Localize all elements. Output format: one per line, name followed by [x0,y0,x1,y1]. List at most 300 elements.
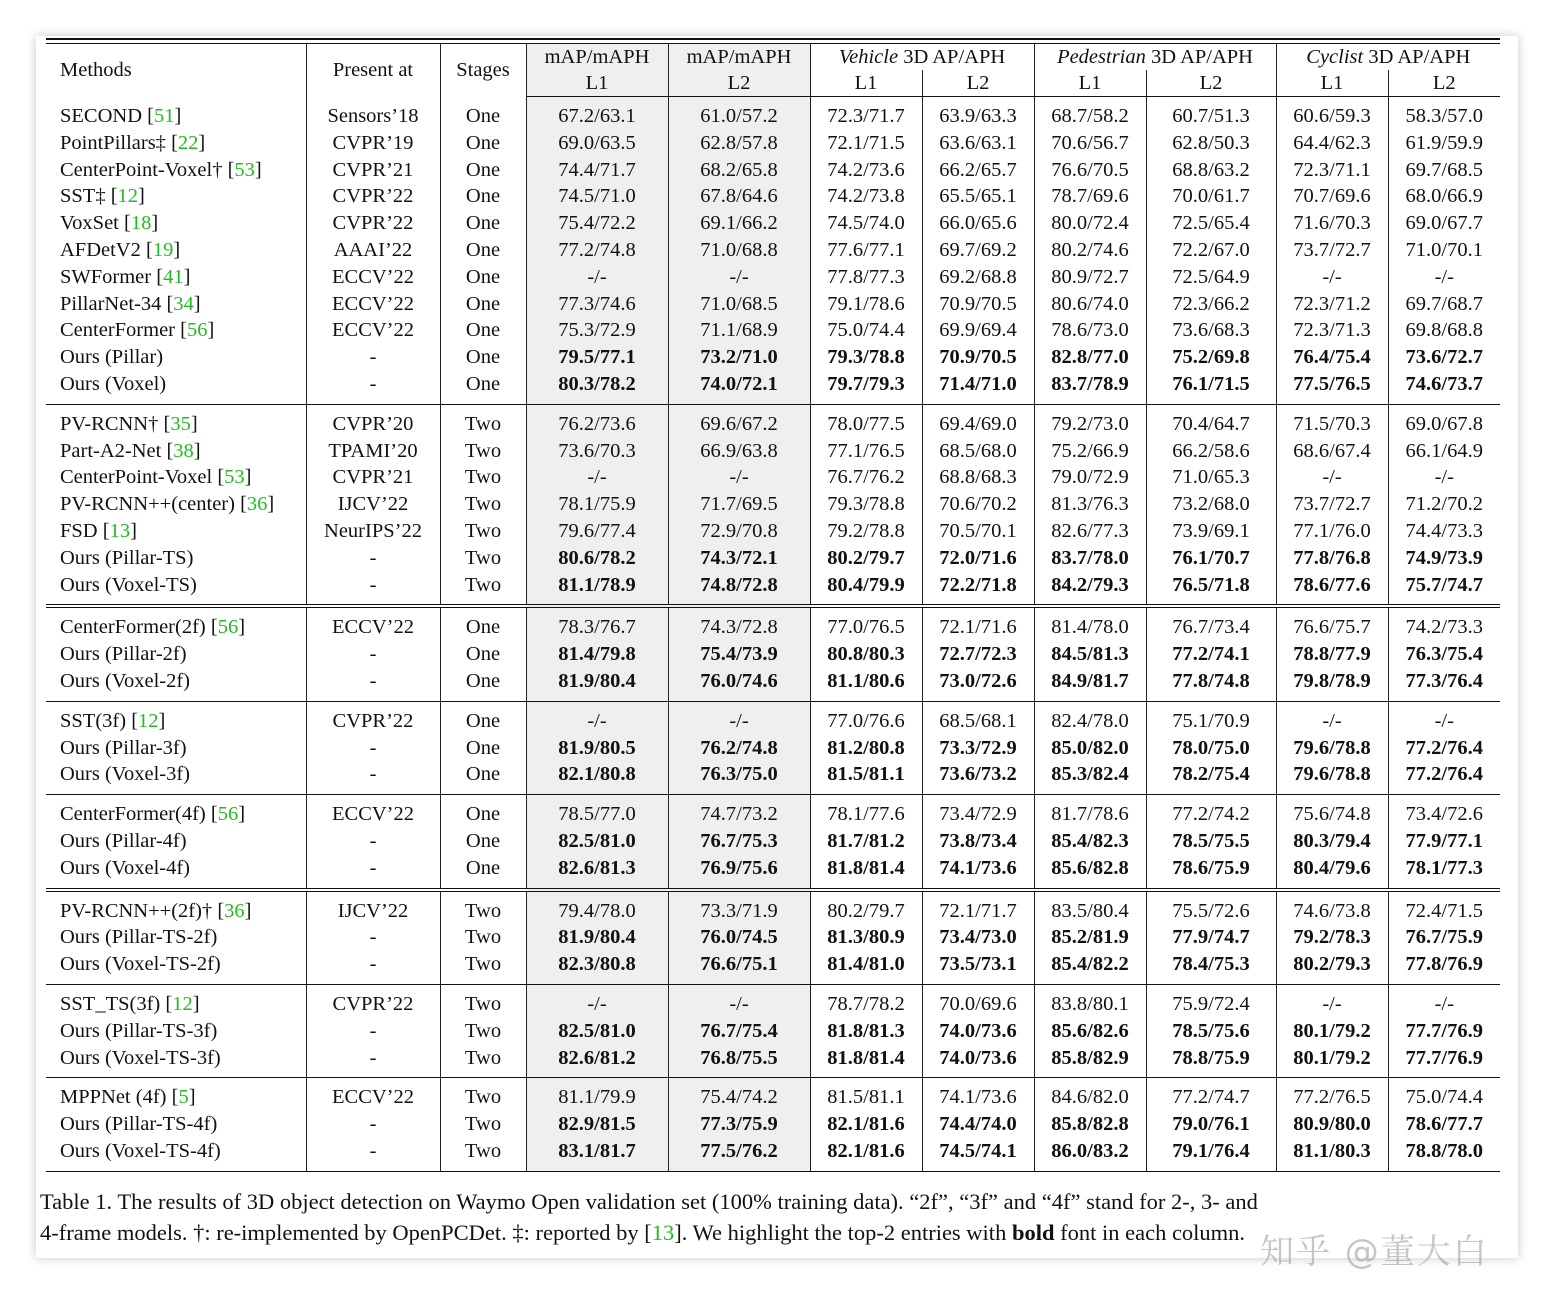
cell-vehicle-l2: 66.2/65.7 [922,157,1034,184]
cell-pedestrian-l1: 83.7/78.9 [1034,371,1146,404]
cell-cyclist-l1: 77.8/76.8 [1276,545,1388,572]
cell-vehicle-l1: 81.5/81.1 [810,761,922,794]
cell-vehicle-l2: 70.9/70.5 [922,344,1034,371]
cell-map-l2: 61.0/57.2 [668,97,810,130]
cell-cyclist-l1: 78.6/77.6 [1276,572,1388,607]
cell-vehicle-l2: 74.1/73.6 [922,855,1034,890]
caption-line-2a: 4-frame models. †: re-implemented by OpenPCDet. ‡: reported by [ [40,1220,652,1245]
table-row [46,855,1500,890]
cell-cyclist-l1: 76.4/75.4 [1276,344,1388,371]
cell-method [46,344,306,371]
cell-vehicle-l1: 77.1/76.5 [810,438,922,465]
col-vehicle-l1: L1 [810,70,922,97]
cell-pedestrian-l2: 78.2/75.4 [1146,761,1276,794]
cell-map-l1: 81.1/79.9 [526,1078,668,1111]
cell-cyclist-l1: 80.4/79.6 [1276,855,1388,890]
cell-pedestrian-l1: 81.3/76.3 [1034,491,1146,518]
cell-map-l2: 67.8/64.6 [668,183,810,210]
vehicle-suffix: 3D AP/APH [898,46,1006,68]
col-pedestrian-l1: L1 [1034,70,1146,97]
cell-map-l2: 74.3/72.8 [668,606,810,641]
cell-map-l1: 79.6/77.4 [526,518,668,545]
cell-pedestrian-l1: 85.6/82.8 [1034,855,1146,890]
cell-pedestrian-l1: 82.8/77.0 [1034,344,1146,371]
method-name: Ours (Pillar-TS-4f) [60,1113,218,1136]
col-vehicle-group [810,44,1034,70]
cell-present-at: CVPR’22 [306,984,440,1017]
cell-cyclist-l1: 71.6/70.3 [1276,210,1388,237]
cell-method [46,371,306,404]
cell-present-at: - [306,572,440,607]
table-row [46,924,1500,951]
table-row [46,641,1500,668]
cell-cyclist-l2: 77.7/76.9 [1388,1045,1500,1078]
cell-vehicle-l2: 73.3/72.9 [922,735,1034,762]
cell-cyclist-l2: 76.3/75.4 [1405,643,1483,666]
cell-map-l2: 76.2/74.8 [668,735,810,762]
cell-method: CenterFormer(4f) [56] [46,795,306,828]
cell-cyclist-l2: -/- [1434,709,1454,732]
cell-cyclist-l2: 74.6/73.7 [1388,371,1500,404]
cell-vehicle-l2: 74.5/74.1 [922,1138,1034,1171]
cell-vehicle-l2: 71.4/71.0 [922,371,1034,404]
cell-map-l2: 76.0/74.5 [668,924,810,951]
col-map-l2-top: mAP/mAPH [668,44,810,70]
cell-present-at: ECCV’22 [306,291,440,318]
cell-stages: Two [440,545,526,572]
method-name: Part-A2-Net [60,439,162,462]
citation-link[interactable]: 12 [138,709,159,732]
cell-method: CenterPoint-Voxel† [53] [46,157,306,184]
cell-present-at: IJCV’22 [306,890,440,925]
table-row [46,491,1500,518]
cell-stages: Two [440,1111,526,1138]
citation-link[interactable]: 38 [173,439,194,462]
cell-present-at: - [306,1045,440,1078]
cell-vehicle-l1: 77.6/77.1 [810,237,922,264]
cell-present-at: - [306,951,440,984]
cell-pedestrian-l2: 76.5/71.8 [1146,572,1276,607]
method-name: PV-RCNN++(center) [60,493,235,516]
method-name: PillarNet-34 [60,292,162,315]
cell-pedestrian-l1: 80.9/72.7 [1034,264,1146,291]
cell-pedestrian-l2: 60.7/51.3 [1146,97,1276,130]
cell-present-at: - [306,1138,440,1171]
cell-cyclist-l2: 77.2/76.4 [1405,736,1483,759]
cell-vehicle-l1: 72.1/71.5 [810,130,922,157]
cell-map-l1: 69.0/63.5 [526,130,668,157]
cell-pedestrian-l1: 80.6/74.0 [1034,291,1146,318]
cell-vehicle-l1: 81.8/81.4 [810,1045,922,1078]
table-row [46,795,1500,828]
cell-pedestrian-l1: 84.5/81.3 [1034,641,1146,668]
citation-link[interactable]: 13 [109,519,131,542]
table-row [46,464,1500,491]
cell-vehicle-l2: 73.4/73.0 [922,924,1034,951]
cell-method: SST_TS(3f) [12] [46,984,306,1017]
cell-pedestrian-l2: 73.6/68.3 [1146,317,1276,344]
cell-method: PV-RCNN++(center) [36] [46,491,306,518]
method-name: Ours (Pillar) [60,346,164,369]
col-pedestrian-group [1034,44,1276,70]
cell-map-l1: 81.9/80.4 [526,924,668,951]
cell-method [46,828,306,855]
table-top-rule [46,38,1500,40]
cell-map-l2: 74.8/72.8 [668,572,810,607]
cell-cyclist-l1: 77.2/76.5 [1276,1078,1388,1111]
method-name: FSD [60,519,98,542]
cell-present-at: - [306,641,440,668]
cell-cyclist-l1: 72.3/71.2 [1276,291,1388,318]
cell-cyclist-l1: -/- [1276,701,1388,734]
cell-vehicle-l1: 80.8/80.3 [810,641,922,668]
cell-pedestrian-l1: 76.6/70.5 [1034,157,1146,184]
method-name: CenterPoint-Voxel [60,466,213,489]
cell-present-at: CVPR’22 [306,210,440,237]
citation-link[interactable]: 5 [178,1086,189,1109]
cyclist-label: Cyclist [1306,46,1364,68]
method-name: SST‡ [60,185,106,208]
cell-map-l1: -/- [526,984,668,1017]
cell-cyclist-l1: 72.3/71.1 [1276,157,1388,184]
cell-cyclist-l1: 70.7/69.6 [1276,183,1388,210]
cell-method: SST‡ [12] [46,183,306,210]
results-table-wrapper [46,38,1500,1172]
cell-vehicle-l1: 81.1/80.6 [810,668,922,701]
citation-link[interactable]: 19 [152,238,174,261]
cell-vehicle-l1: 81.8/81.4 [810,855,922,890]
cell-present-at: - [306,344,440,371]
cell-cyclist-l2: 78.8/78.0 [1388,1138,1500,1171]
table-row [46,97,1500,130]
cell-stages: Two [440,984,526,1017]
method-name: Ours (Voxel-3f) [60,763,190,786]
table-row [46,518,1500,545]
cell-cyclist-l2: 74.4/73.3 [1405,519,1483,542]
cell-present-at: - [306,735,440,762]
cell-vehicle-l2: 70.9/70.5 [922,291,1034,318]
method-name: Ours (Pillar-TS) [60,546,194,569]
cell-map-l2: 76.6/75.1 [668,951,810,984]
method-name: CenterFormer(4f) [60,803,206,826]
cell-cyclist-l1: 79.6/78.8 [1276,761,1388,794]
table-row [46,344,1500,371]
cell-cyclist-l2: 69.0/67.8 [1405,412,1483,435]
cell-map-l2: 62.8/57.8 [668,130,810,157]
cell-pedestrian-l1: 85.4/82.3 [1034,828,1146,855]
cell-stages: Two [440,1138,526,1171]
citation-link[interactable]: 51 [153,104,175,127]
cell-cyclist-l2: 76.7/75.9 [1405,926,1483,949]
cell-map-l1: 74.4/71.7 [526,157,668,184]
cell-stages: One [440,828,526,855]
cell-cyclist-l1: -/- [1276,464,1388,491]
col-cyclist-l1: L1 [1276,70,1388,97]
cell-method [46,1138,306,1171]
method-name: Ours (Voxel-TS) [60,573,197,596]
col-cyclist-group [1276,44,1500,70]
cell-map-l1: 81.9/80.5 [526,735,668,762]
cell-vehicle-l1: 78.0/77.5 [810,404,922,437]
cell-present-at: AAAI’22 [306,237,440,264]
cell-map-l2: 73.3/71.9 [668,890,810,925]
cell-vehicle-l2: 63.6/63.1 [922,130,1034,157]
cell-cyclist-l1: 75.6/74.8 [1276,795,1388,828]
cell-stages: One [440,317,526,344]
cell-present-at: - [306,545,440,572]
cell-map-l1: 81.1/78.9 [526,572,668,607]
cell-pedestrian-l2: 73.9/69.1 [1146,518,1276,545]
col-pedestrian-l2: L2 [1146,70,1276,97]
cell-stages: One [440,606,526,641]
citation-link[interactable]: 22 [177,131,199,154]
cell-cyclist-l2: 74.9/73.9 [1405,546,1483,569]
method-name: Ours (Pillar-TS-3f) [60,1019,218,1042]
method-name: Ours (Voxel-TS-2f) [60,953,221,976]
cell-map-l1: 67.2/63.1 [526,97,668,130]
cell-present-at: ECCV’22 [306,317,440,344]
cell-method: PV-RCNN† [35] [46,404,306,437]
table-row [46,1138,1500,1171]
citation-link[interactable]: 56 [217,803,239,826]
cell-present-at: NeurIPS’22 [306,518,440,545]
table-row [46,237,1500,264]
cell-map-l2: 69.1/66.2 [668,210,810,237]
cell-pedestrian-l1: 79.0/72.9 [1034,464,1146,491]
cell-vehicle-l1: 82.1/81.6 [810,1138,922,1171]
cell-cyclist-l2: 77.9/77.1 [1405,829,1483,852]
cell-stages: Two [440,572,526,607]
cell-cyclist-l1: 73.7/72.7 [1276,237,1388,264]
table-row [46,545,1500,572]
cell-vehicle-l1: 77.0/76.6 [810,701,922,734]
cell-cyclist-l2: 73.6/72.7 [1405,346,1483,369]
citation-link[interactable]: 56 [217,616,239,639]
cell-pedestrian-l2: 75.2/69.8 [1146,344,1276,371]
method-name: AFDetV2 [60,238,141,261]
cell-vehicle-l1: 74.5/74.0 [810,210,922,237]
method-name: MPPNet (4f) [60,1086,167,1109]
col-vehicle-l2: L2 [922,70,1034,97]
cell-map-l1: 78.1/75.9 [526,491,668,518]
cell-method [46,572,306,607]
cell-present-at: CVPR’22 [306,701,440,734]
cell-map-l1: 74.5/71.0 [526,183,668,210]
cell-present-at: ECCV’22 [306,1078,440,1111]
citation-link[interactable]: 53 [224,466,245,489]
cell-stages: Two [440,491,526,518]
method-name: PV-RCNN++(2f)† [60,899,213,922]
table-row [46,371,1500,404]
cell-map-l2: 74.7/73.2 [668,795,810,828]
cell-method: Part-A2-Net [38] [46,438,306,465]
cell-pedestrian-l1: 83.5/80.4 [1034,890,1146,925]
cell-map-l2: 74.3/72.1 [668,545,810,572]
cell-present-at: CVPR’19 [306,130,440,157]
citation-link[interactable]: 12 [117,185,139,208]
table-row [46,668,1500,701]
cell-method [46,1018,306,1045]
table-row [46,890,1500,925]
cell-vehicle-l1: 77.8/77.3 [810,264,922,291]
cell-map-l1: 82.9/81.5 [526,1111,668,1138]
method-name: SECOND [60,104,143,127]
cell-method: FSD [13] [46,518,306,545]
cell-vehicle-l1: 75.0/74.4 [810,317,922,344]
cell-pedestrian-l2: 78.0/75.0 [1146,735,1276,762]
cell-method: CenterFormer [56] [46,317,306,344]
cell-cyclist-l2: -/- [1434,265,1454,288]
cell-pedestrian-l1: 83.8/80.1 [1034,984,1146,1017]
cell-map-l1: 82.5/81.0 [526,1018,668,1045]
table-row [46,264,1500,291]
cell-stages: One [440,291,526,318]
method-name: Ours (Pillar-2f) [60,643,187,666]
cell-map-l2: 71.0/68.8 [668,237,810,264]
cell-map-l2: 76.9/75.6 [668,855,810,890]
cell-map-l1: 80.3/78.2 [526,371,668,404]
citation-link[interactable]: 12 [172,992,193,1015]
cell-present-at: Sensors’18 [306,97,440,130]
cell-method [46,1111,306,1138]
table-row [46,1018,1500,1045]
table-row [46,1045,1500,1078]
cyclist-suffix: 3D AP/APH [1363,46,1471,68]
cell-vehicle-l2: 73.0/72.6 [922,668,1034,701]
cell-map-l2: 77.3/75.9 [668,1111,810,1138]
cell-vehicle-l2: 73.6/73.2 [922,761,1034,794]
cell-map-l1: 75.3/72.9 [526,317,668,344]
cell-present-at: ECCV’22 [306,606,440,641]
cell-vehicle-l1: 80.2/79.7 [810,545,922,572]
cell-stages: One [440,795,526,828]
cell-present-at: ECCV’22 [306,264,440,291]
cell-present-at: - [306,668,440,701]
cell-cyclist-l2: 77.8/76.9 [1388,951,1500,984]
cell-map-l2: 68.2/65.8 [668,157,810,184]
cell-pedestrian-l2: 75.1/70.9 [1146,701,1276,734]
cell-cyclist-l1: 80.1/79.2 [1276,1018,1388,1045]
cell-cyclist-l1: 77.1/76.0 [1276,518,1388,545]
citation-link[interactable]: 18 [130,212,152,235]
cell-map-l1: 76.2/73.6 [526,404,668,437]
col-map-l2-bot: L2 [668,70,810,97]
cell-map-l2: 71.1/68.9 [668,317,810,344]
cell-present-at: - [306,828,440,855]
cell-stages: One [440,735,526,762]
cell-map-l1: 77.3/74.6 [526,291,668,318]
cell-cyclist-l1: 76.6/75.7 [1276,606,1388,641]
cell-vehicle-l1: 80.4/79.9 [810,572,922,607]
cell-present-at: - [306,761,440,794]
cell-cyclist-l1: -/- [1276,984,1388,1017]
cell-pedestrian-l1: 68.7/58.2 [1034,97,1146,130]
table-row [46,606,1500,641]
cell-map-l1: -/- [526,701,668,734]
method-name: Ours (Pillar-4f) [60,829,187,852]
cell-cyclist-l1: 79.2/78.3 [1276,924,1388,951]
cell-present-at: ECCV’22 [306,795,440,828]
cell-stages: Two [440,404,526,437]
cell-stages: One [440,157,526,184]
citation-link[interactable]: 53 [234,158,255,181]
method-name: Ours (Voxel) [60,372,167,395]
cell-pedestrian-l2: 70.4/64.7 [1146,404,1276,437]
cell-present-at: CVPR’21 [306,157,440,184]
cell-vehicle-l1: 79.3/78.8 [810,491,922,518]
cell-map-l1: 78.5/77.0 [526,795,668,828]
table-row [46,701,1500,734]
cell-present-at: - [306,855,440,890]
table-row [46,1078,1500,1111]
cell-pedestrian-l1: 81.4/78.0 [1034,606,1146,641]
cell-pedestrian-l2: 79.1/76.4 [1146,1138,1276,1171]
caption-line-2b: ]. We highlight the top-2 entries with [674,1220,1012,1245]
cell-cyclist-l2: 75.0/74.4 [1405,1086,1483,1109]
citation-link[interactable]: 56 [186,319,208,342]
citation-link[interactable]: 35 [170,412,191,435]
cell-vehicle-l2: 74.0/73.6 [922,1045,1034,1078]
cell-cyclist-l1: 81.1/80.3 [1276,1138,1388,1171]
caption-ref-link[interactable]: 13 [651,1220,675,1245]
cell-vehicle-l1: 78.7/78.2 [810,984,922,1017]
cell-stages: Two [440,464,526,491]
citation-link[interactable]: 41 [163,265,184,288]
table-row [46,438,1500,465]
citation-link[interactable]: 36 [224,899,245,922]
table-row [46,572,1500,607]
cell-pedestrian-l1: 84.9/81.7 [1034,668,1146,701]
cell-map-l2: -/- [668,701,810,734]
cell-map-l1: 78.3/76.7 [526,606,668,641]
cell-pedestrian-l2: 70.0/61.7 [1146,183,1276,210]
cell-pedestrian-l2: 76.1/70.7 [1146,545,1276,572]
cell-cyclist-l2: 74.2/73.3 [1405,616,1483,639]
method-name: Ours (Voxel-4f) [60,856,190,879]
table-row [46,183,1500,210]
cell-pedestrian-l1: 83.7/78.0 [1034,545,1146,572]
cell-map-l2: 71.7/69.5 [668,491,810,518]
cell-stages: One [440,130,526,157]
cell-pedestrian-l2: 77.2/74.2 [1146,795,1276,828]
cell-cyclist-l2: 58.3/57.0 [1405,105,1483,127]
cell-cyclist-l2: 73.4/72.6 [1405,803,1483,826]
cell-cyclist-l1: 72.3/71.3 [1276,317,1388,344]
cell-vehicle-l1: 76.7/76.2 [810,464,922,491]
cell-cyclist-l2: 71.2/70.2 [1405,493,1483,516]
cell-map-l1: 79.4/78.0 [526,890,668,925]
cell-map-l1: 82.6/81.2 [526,1045,668,1078]
cell-pedestrian-l2: 73.2/68.0 [1146,491,1276,518]
cell-pedestrian-l2: 75.5/72.6 [1146,890,1276,925]
cell-vehicle-l1: 82.1/81.6 [810,1111,922,1138]
cell-cyclist-l2: -/- [1434,992,1454,1015]
col-methods: Methods [46,44,306,97]
method-name: Ours (Voxel-TS-4f) [60,1139,221,1162]
cell-method: PillarNet-34 [34] [46,291,306,318]
citation-link[interactable]: 34 [173,292,194,315]
citation-link[interactable]: 36 [246,493,268,516]
method-name: PV-RCNN† [60,412,159,435]
cell-pedestrian-l2: 72.5/65.4 [1146,210,1276,237]
cell-map-l2: 76.7/75.4 [668,1018,810,1045]
cell-pedestrian-l2: 68.8/63.2 [1146,157,1276,184]
cell-present-at: CVPR’21 [306,464,440,491]
cell-map-l1: -/- [526,464,668,491]
cell-stages: One [440,701,526,734]
cell-vehicle-l2: 69.7/69.2 [922,237,1034,264]
cell-stages: One [440,371,526,404]
